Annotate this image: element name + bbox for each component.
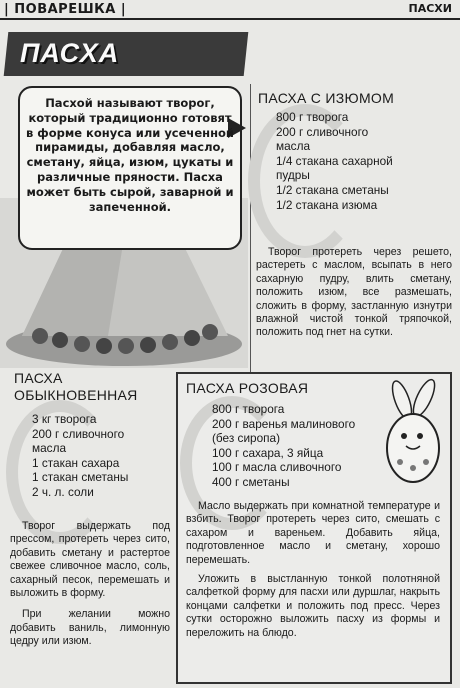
ingredient: 200 г сливочного [32, 426, 125, 441]
recipe-title: ПАСХА РОЗОВАЯ [186, 380, 309, 396]
header-rule [0, 18, 460, 20]
ingredient: 1 стакан сахара [32, 455, 120, 470]
instructions-paragraph: Уложить в выстланную тонкой полотняной салфеткой форму для пасхи или дуршлаг, накрыть концами салфетки и положить под пресс. Через сутки осторожно выложить пасху из формы и переложить на блюдо. [186, 573, 440, 639]
ingredient: (без сиропа) [212, 431, 281, 446]
recipe-title [14, 370, 174, 404]
ingredient: 1/4 стакана сахарной [276, 153, 393, 168]
ingredient: пудры [276, 168, 310, 183]
ingredient: масла [276, 139, 311, 154]
category-label: ПАСХИ [408, 2, 452, 15]
ingredient-list [32, 412, 182, 500]
ingredient-list [276, 110, 456, 212]
ingredient-list [212, 402, 412, 490]
ingredient: 3 кг творога [32, 412, 97, 426]
ingredient: 800 г творога [212, 402, 285, 416]
ingredient: 200 г варенья малинового [212, 416, 356, 431]
ingredient: 200 г сливочного [276, 124, 369, 139]
ingredient: 400 г сметаны [212, 474, 290, 489]
ingredient: 100 г сахара, 3 яйца [212, 445, 324, 460]
recipe-instructions [186, 500, 440, 640]
column-divider [250, 84, 251, 376]
instructions-paragraph: Творог выдержать под прессом, протереть через сито, добавить сметану и растертое свежее сливочное масло, соль, сахарный песок, перемешать и выложить в форму. [10, 520, 170, 600]
instructions-paragraph: Творог протереть через решето, растереть с маслом, всыпать в него сахарную пудру, влить сметану, положить изюм, все размешать, сложить в форму, застланную изнутри влажной чистой тонкой тряпочкой, положить под гнет на сутки. [256, 246, 452, 339]
ingredient: 100 г масла сливочного [212, 460, 342, 475]
instructions-paragraph: Масло выдержать при комнатной температуре и взбить. Творог протереть через сито, смешать с сахаром и вареньем. Добавить яйца, подготовленное масло и сметану, хорошо перемешать. [186, 500, 440, 566]
recipe-title: ПАСХА С ИЗЮМОМ [258, 90, 395, 106]
page-title: ПАСХА [20, 38, 120, 68]
instructions-paragraph: При желании можно добавить ваниль, лимонную цедру или изюм. [10, 608, 170, 648]
ingredient: 1/2 стакана изюма [276, 197, 378, 212]
intro-text: Пасхой называют творог, который традиционно готовят в форме конуса или усеченной пирамиды, добавляя масло, сметану, яйца, изюм, цукаты и различные пряности. Пасха может быть сырой, заварной и запеченной. [26, 96, 234, 214]
ingredient: 800 г творога [276, 110, 349, 124]
recipe-instructions [10, 520, 170, 649]
section-header: | ПОВАРЕШКА | [4, 2, 127, 17]
ingredient: 1/2 стакана сметаны [276, 182, 389, 197]
recipe-title-line: ПАСХА [14, 370, 63, 386]
recipe-title-line: ОБЫКНОВЕННАЯ [14, 387, 138, 403]
ingredient: 2 ч. л. соли [32, 484, 94, 499]
ingredient: масла [32, 441, 67, 456]
recipe-instructions [256, 246, 452, 340]
ingredient: 1 стакан сметаны [32, 470, 129, 485]
